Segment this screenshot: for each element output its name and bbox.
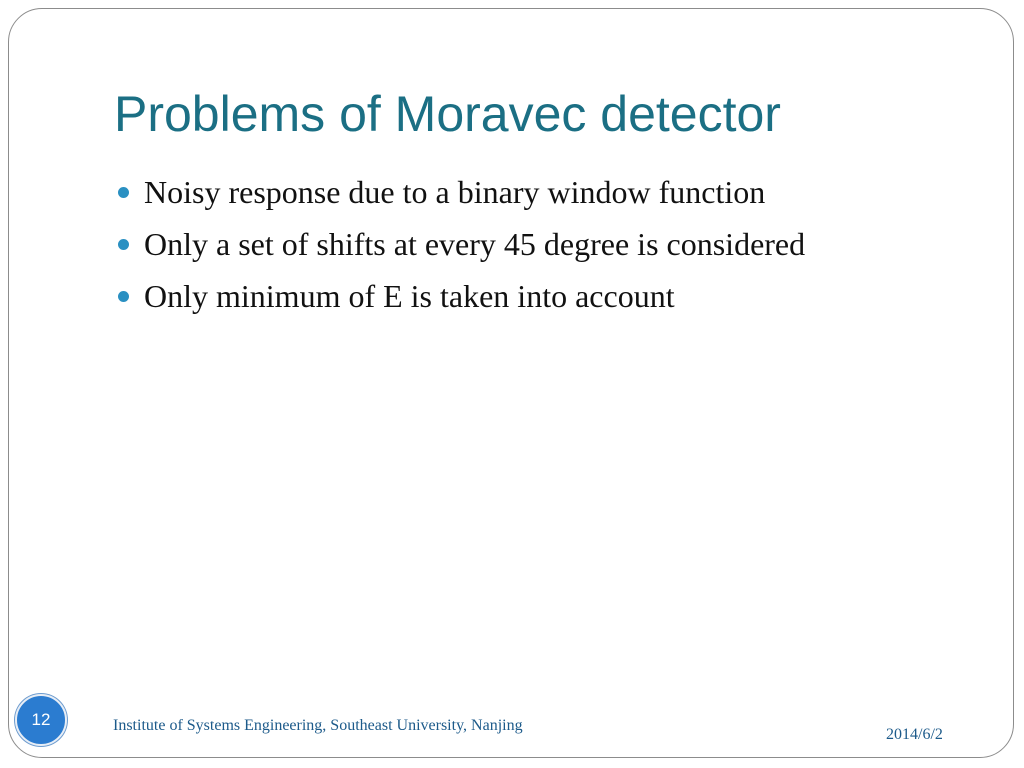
slide-title: Problems of Moravec detector <box>114 86 781 142</box>
bullet-item <box>118 270 805 322</box>
bullet-dot-icon <box>118 291 129 302</box>
footer-institution: Institute of Systems Engineering, Southeast University, Nanjing <box>113 717 523 734</box>
bullet-text: Noisy response due to a binary window function <box>144 173 766 210</box>
page-number-badge: 12 <box>15 694 67 746</box>
footer-date: 2014/6/2 <box>886 726 943 743</box>
bullet-text: Only minimum of E is taken into account <box>144 277 675 314</box>
bullet-dot-icon <box>118 239 129 250</box>
bullet-dot-icon <box>118 187 129 198</box>
bullet-item <box>118 166 805 218</box>
bullet-list <box>118 166 805 322</box>
bullet-text: Only a set of shifts at every 45 degree is considered <box>144 225 806 262</box>
bullet-item <box>118 218 805 270</box>
